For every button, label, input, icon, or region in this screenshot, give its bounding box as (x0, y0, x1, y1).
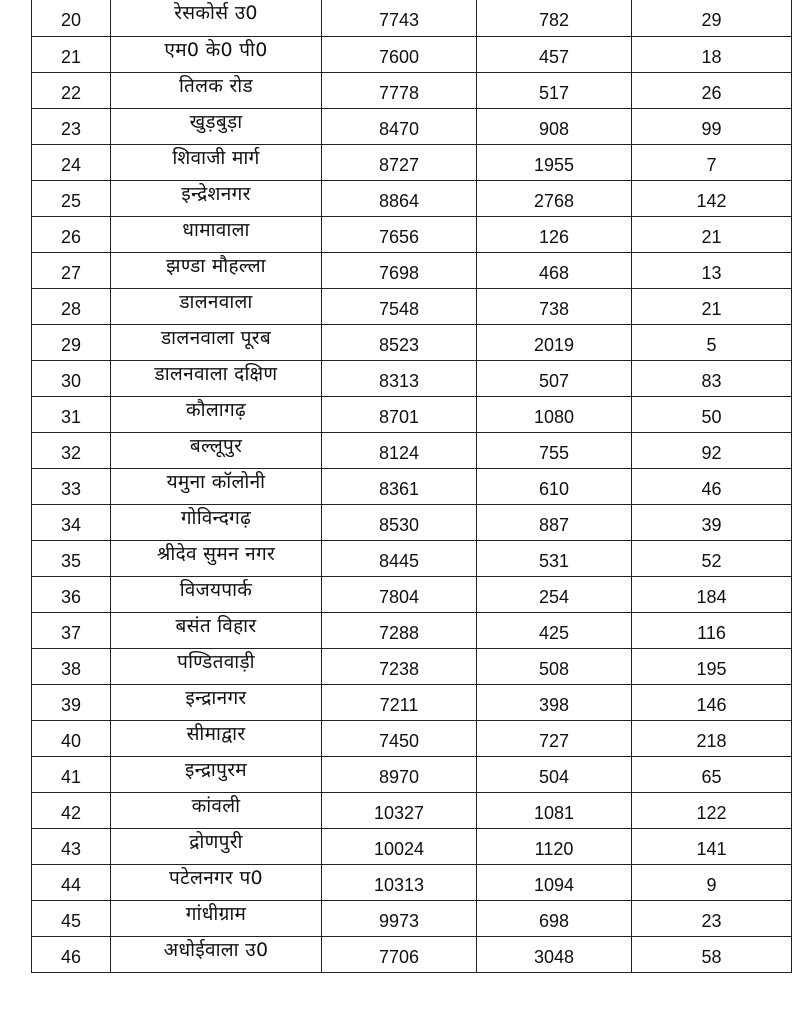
value-a-cell: 8313 (322, 361, 477, 397)
value-a-cell: 7656 (322, 217, 477, 253)
value-c-cell: 7 (632, 145, 792, 181)
value-b-cell: 2768 (477, 181, 632, 217)
ward-name-cell: खुड़बुड़ा (111, 109, 322, 145)
serial-number-cell: 35 (32, 541, 111, 577)
ward-name-cell: गांधीग्राम (111, 901, 322, 937)
value-b-cell: 755 (477, 433, 632, 469)
value-b-cell: 1120 (477, 829, 632, 865)
value-c-cell: 141 (632, 829, 792, 865)
serial-number-cell: 45 (32, 901, 111, 937)
serial-number-cell: 28 (32, 289, 111, 325)
value-b-cell: 908 (477, 109, 632, 145)
value-b-cell: 738 (477, 289, 632, 325)
serial-number-cell: 40 (32, 721, 111, 757)
table-row (32, 361, 792, 397)
value-a-cell: 7548 (322, 289, 477, 325)
value-a-cell: 8124 (322, 433, 477, 469)
value-b-cell: 507 (477, 361, 632, 397)
value-a-cell: 7288 (322, 613, 477, 649)
value-a-cell: 8470 (322, 109, 477, 145)
value-b-cell: 2019 (477, 325, 632, 361)
value-a-cell: 7698 (322, 253, 477, 289)
value-b-cell: 610 (477, 469, 632, 505)
value-a-cell: 7211 (322, 685, 477, 721)
serial-number-cell: 42 (32, 793, 111, 829)
value-a-cell: 10313 (322, 865, 477, 901)
table-row (32, 0, 792, 37)
table-row (32, 865, 792, 901)
table-row (32, 613, 792, 649)
table-row (32, 325, 792, 361)
value-a-cell: 7743 (322, 0, 477, 37)
value-a-cell: 7450 (322, 721, 477, 757)
table-row (32, 37, 792, 73)
serial-number-cell: 29 (32, 325, 111, 361)
serial-number-cell: 21 (32, 37, 111, 73)
ward-name-cell: इन्द्रापुरम (111, 757, 322, 793)
table-row (32, 901, 792, 937)
value-a-cell: 10327 (322, 793, 477, 829)
ward-name-cell: डालनवाला पूरब (111, 325, 322, 361)
table-row (32, 757, 792, 793)
value-c-cell: 92 (632, 433, 792, 469)
serial-number-cell: 20 (32, 0, 111, 37)
table-row (32, 253, 792, 289)
ward-name-cell: शिवाजी मार्ग (111, 145, 322, 181)
value-c-cell: 50 (632, 397, 792, 433)
serial-number-cell: 34 (32, 505, 111, 541)
serial-number-cell: 32 (32, 433, 111, 469)
serial-number-cell: 27 (32, 253, 111, 289)
value-c-cell: 146 (632, 685, 792, 721)
value-a-cell: 7706 (322, 937, 477, 973)
value-b-cell: 457 (477, 37, 632, 73)
value-c-cell: 116 (632, 613, 792, 649)
value-c-cell: 29 (632, 0, 792, 37)
ward-name-cell: गोविन्दगढ़ (111, 505, 322, 541)
value-b-cell: 504 (477, 757, 632, 793)
value-b-cell: 398 (477, 685, 632, 721)
value-b-cell: 1081 (477, 793, 632, 829)
table-row (32, 649, 792, 685)
value-a-cell: 7778 (322, 73, 477, 109)
serial-number-cell: 22 (32, 73, 111, 109)
ward-name-cell: श्रीदेव सुमन नगर (111, 541, 322, 577)
value-a-cell: 8864 (322, 181, 477, 217)
ward-data-table (31, 0, 792, 973)
serial-number-cell: 44 (32, 865, 111, 901)
value-b-cell: 126 (477, 217, 632, 253)
value-b-cell: 1080 (477, 397, 632, 433)
value-c-cell: 122 (632, 793, 792, 829)
value-c-cell: 21 (632, 217, 792, 253)
value-a-cell: 8523 (322, 325, 477, 361)
value-a-cell: 7804 (322, 577, 477, 613)
serial-number-cell: 25 (32, 181, 111, 217)
ward-name-cell: डालनवाला दक्षिण (111, 361, 322, 397)
ward-name-cell: पटेलनगर प0 (111, 865, 322, 901)
ward-name-cell: इन्द्रेशनगर (111, 181, 322, 217)
table-row (32, 109, 792, 145)
value-a-cell: 8361 (322, 469, 477, 505)
serial-number-cell: 33 (32, 469, 111, 505)
ward-name-cell: द्रोणपुरी (111, 829, 322, 865)
ward-name-cell: पण्डितवाड़ी (111, 649, 322, 685)
serial-number-cell: 37 (32, 613, 111, 649)
value-c-cell: 142 (632, 181, 792, 217)
serial-number-cell: 38 (32, 649, 111, 685)
serial-number-cell: 24 (32, 145, 111, 181)
value-c-cell: 218 (632, 721, 792, 757)
ward-name-cell: कांवली (111, 793, 322, 829)
value-b-cell: 468 (477, 253, 632, 289)
ward-name-cell: बसंत विहार (111, 613, 322, 649)
serial-number-cell: 43 (32, 829, 111, 865)
value-c-cell: 65 (632, 757, 792, 793)
table-row (32, 217, 792, 253)
ward-name-cell: इन्द्रानगर (111, 685, 322, 721)
value-a-cell: 10024 (322, 829, 477, 865)
serial-number-cell: 30 (32, 361, 111, 397)
value-a-cell: 8530 (322, 505, 477, 541)
ward-name-cell: डालनवाला (111, 289, 322, 325)
ward-name-cell: धामावाला (111, 217, 322, 253)
serial-number-cell: 41 (32, 757, 111, 793)
table-row (32, 181, 792, 217)
value-c-cell: 46 (632, 469, 792, 505)
value-c-cell: 52 (632, 541, 792, 577)
value-c-cell: 184 (632, 577, 792, 613)
value-a-cell: 8970 (322, 757, 477, 793)
ward-name-cell: कौलागढ़ (111, 397, 322, 433)
table-row (32, 397, 792, 433)
value-c-cell: 39 (632, 505, 792, 541)
value-c-cell: 13 (632, 253, 792, 289)
value-b-cell: 887 (477, 505, 632, 541)
table-row (32, 937, 792, 973)
value-a-cell: 8701 (322, 397, 477, 433)
value-b-cell: 3048 (477, 937, 632, 973)
table-body (32, 0, 792, 973)
ward-name-cell: बल्लूपुर (111, 433, 322, 469)
serial-number-cell: 39 (32, 685, 111, 721)
serial-number-cell: 31 (32, 397, 111, 433)
value-c-cell: 195 (632, 649, 792, 685)
ward-name-cell: विजयपार्क (111, 577, 322, 613)
table-row (32, 577, 792, 613)
ward-table-sheet (31, 0, 791, 973)
table-row (32, 289, 792, 325)
serial-number-cell: 23 (32, 109, 111, 145)
table-row (32, 829, 792, 865)
value-b-cell: 1094 (477, 865, 632, 901)
value-b-cell: 517 (477, 73, 632, 109)
ward-name-cell: यमुना कॉलोनी (111, 469, 322, 505)
value-c-cell: 83 (632, 361, 792, 397)
ward-name-cell: झण्डा मौहल्ला (111, 253, 322, 289)
value-b-cell: 1955 (477, 145, 632, 181)
table-row (32, 433, 792, 469)
serial-number-cell: 26 (32, 217, 111, 253)
value-a-cell: 8445 (322, 541, 477, 577)
value-a-cell: 8727 (322, 145, 477, 181)
value-b-cell: 508 (477, 649, 632, 685)
ward-name-cell: अधोईवाला उ0 (111, 937, 322, 973)
table-row (32, 505, 792, 541)
value-c-cell: 18 (632, 37, 792, 73)
table-row (32, 541, 792, 577)
value-c-cell: 58 (632, 937, 792, 973)
value-c-cell: 26 (632, 73, 792, 109)
table-row (32, 145, 792, 181)
ward-name-cell: एम0 के0 पी0 (111, 37, 322, 73)
serial-number-cell: 46 (32, 937, 111, 973)
value-a-cell: 7600 (322, 37, 477, 73)
value-c-cell: 9 (632, 865, 792, 901)
table-row (32, 685, 792, 721)
value-b-cell: 727 (477, 721, 632, 757)
table-row (32, 721, 792, 757)
value-c-cell: 99 (632, 109, 792, 145)
value-b-cell: 254 (477, 577, 632, 613)
value-b-cell: 531 (477, 541, 632, 577)
ward-name-cell: तिलक रोड (111, 73, 322, 109)
value-b-cell: 425 (477, 613, 632, 649)
value-c-cell: 21 (632, 289, 792, 325)
ward-name-cell: रेसकोर्स उ0 (111, 0, 322, 37)
ward-name-cell: सीमाद्वार (111, 721, 322, 757)
table-row (32, 793, 792, 829)
table-row (32, 73, 792, 109)
serial-number-cell: 36 (32, 577, 111, 613)
value-a-cell: 9973 (322, 901, 477, 937)
value-c-cell: 5 (632, 325, 792, 361)
value-a-cell: 7238 (322, 649, 477, 685)
value-b-cell: 782 (477, 0, 632, 37)
table-row (32, 469, 792, 505)
value-b-cell: 698 (477, 901, 632, 937)
value-c-cell: 23 (632, 901, 792, 937)
